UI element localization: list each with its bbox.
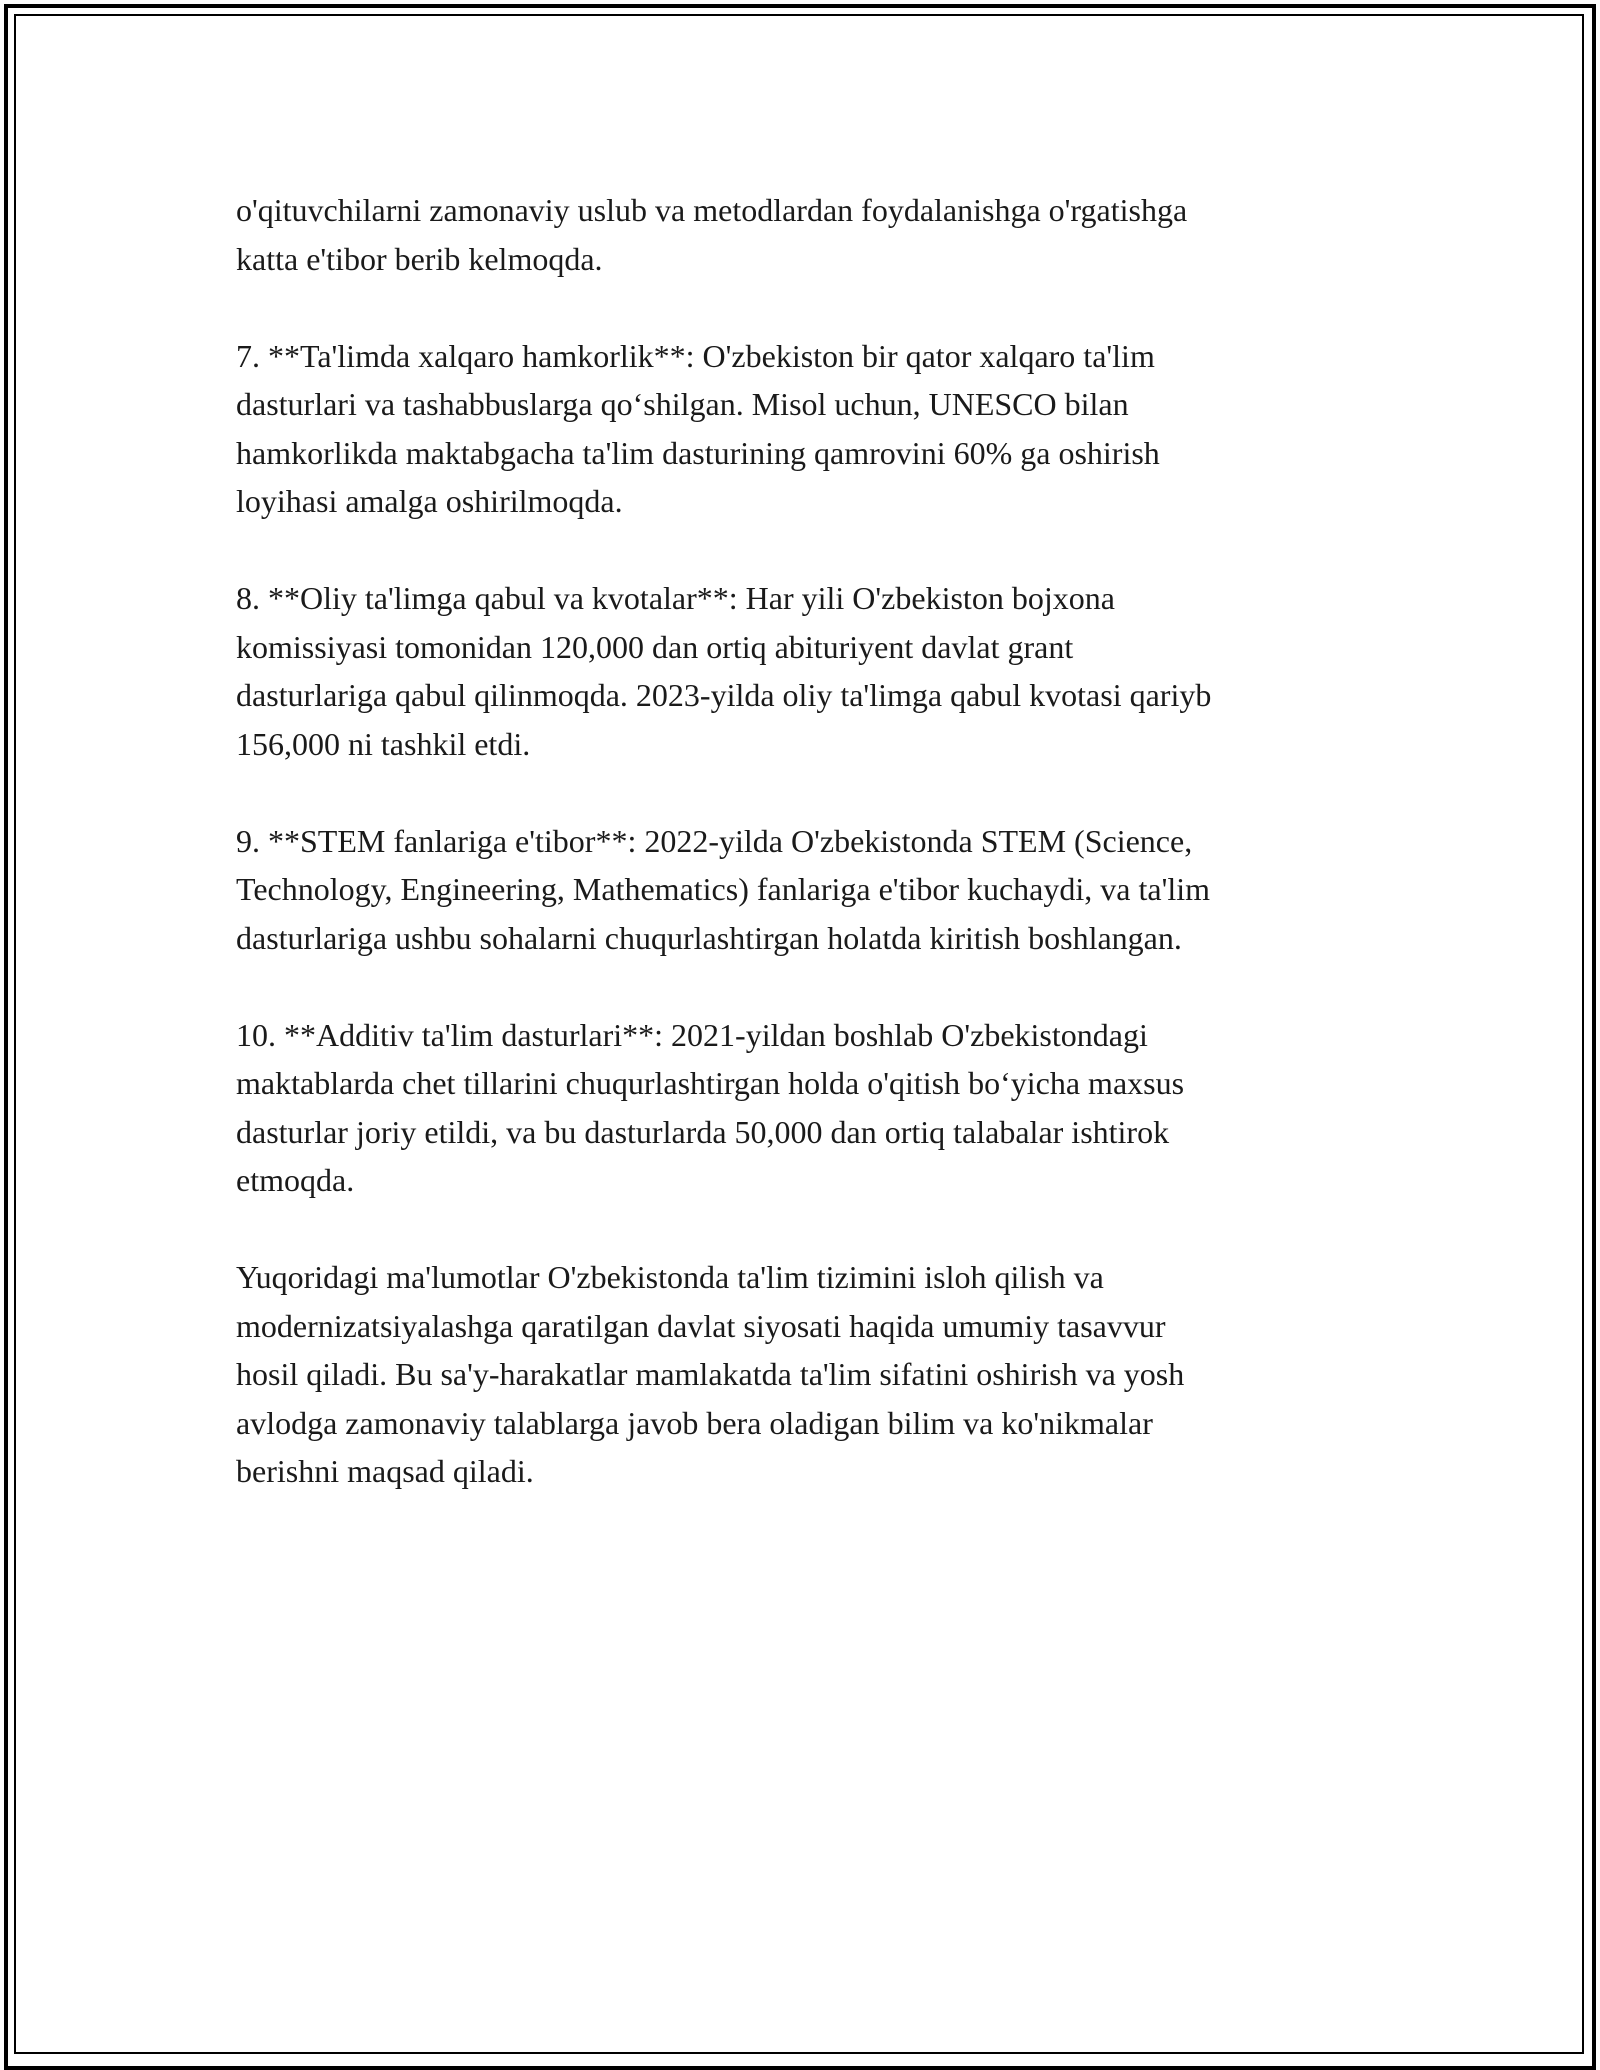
text-line: hamkorlikda maktabgacha ta'lim dasturining qamrovini 60% ga oshirish (236, 434, 1160, 471)
text-line: dasturlariga ushbu sohalarni chuqurlashtirgan holatda kiritish boshlangan. (236, 919, 1182, 956)
text-line: Yuqoridagi ma'lumotlar O'zbekistonda ta'lim tizimini isloh qilish va (236, 1259, 1104, 1295)
paragraph-item-8 (236, 574, 1396, 768)
text-line: loyihasi amalga oshirilmoqda. (236, 483, 623, 519)
text-line: berishni maqsad qiladi. (236, 1453, 534, 1489)
text-line: 9. **STEM fanlariga e'tibor**: 2022-yilda O'zbekistonda STEM (Science, (236, 822, 1193, 859)
text-line: modernizatsiyalashga qaratilgan davlat siyosati haqida umumiy tasavvur (236, 1307, 1166, 1344)
text-line: 10. **Additiv ta'lim dasturlari**: 2021-yildan boshlab O'zbekistondagi (236, 1016, 1148, 1053)
text-line: dasturlari va tashabbuslarga qo‘shilgan. Misol uchun, UNESCO bilan (236, 386, 1129, 422)
text-line: 8. **Oliy ta'limga qabul va kvotalar**: Har yili O'zbekiston bojxona (236, 580, 1115, 616)
text-line: o'qituvchilarni zamonaviy uslub va metodlardan foydalanishga o'rgatishga (236, 192, 1188, 228)
text-line: 7. **Ta'limda xalqaro hamkorlik**: O'zbekiston bir qator xalqaro ta'lim (236, 337, 1155, 374)
paragraph-intro-continuation (236, 186, 1396, 283)
paragraph-conclusion (236, 1253, 1396, 1496)
text-line: maktablarda chet tillarini chuqurlashtirgan holda o'qitish bo‘yicha maxsus (236, 1065, 1185, 1101)
text-line: etmoqda. (236, 1162, 355, 1198)
paragraph-item-9 (236, 817, 1396, 963)
text-line: dasturlariga qabul qilinmoqda. 2023-yilda oliy ta'limga qabul kvotasi qariyb (236, 677, 1212, 713)
paragraph-item-10 (236, 1011, 1396, 1205)
text-line: Technology, Engineering, Mathematics) fanlariga e'tibor kuchaydi, va ta'lim (236, 871, 1210, 907)
text-line: katta e'tibor berib kelmoqda. (236, 240, 603, 277)
text-line: avlodga zamonaviy talablarga javob bera oladigan bilim va ko'nikmalar (236, 1404, 1153, 1441)
text-line: hosil qiladi. Bu sa'y-harakatlar mamlakatda ta'lim sifatini oshirish va yosh (236, 1356, 1185, 1392)
text-line: 156,000 ni tashkil etdi. (236, 725, 531, 762)
text-line: dasturlar joriy etildi, va bu dasturlarda 50,000 dan ortiq talabalar ishtirok (236, 1113, 1170, 1150)
paragraph-item-7 (236, 332, 1396, 526)
document-body (236, 186, 1396, 1544)
text-line: komissiyasi tomonidan 120,000 dan ortiq abituriyent davlat grant (236, 628, 1074, 665)
